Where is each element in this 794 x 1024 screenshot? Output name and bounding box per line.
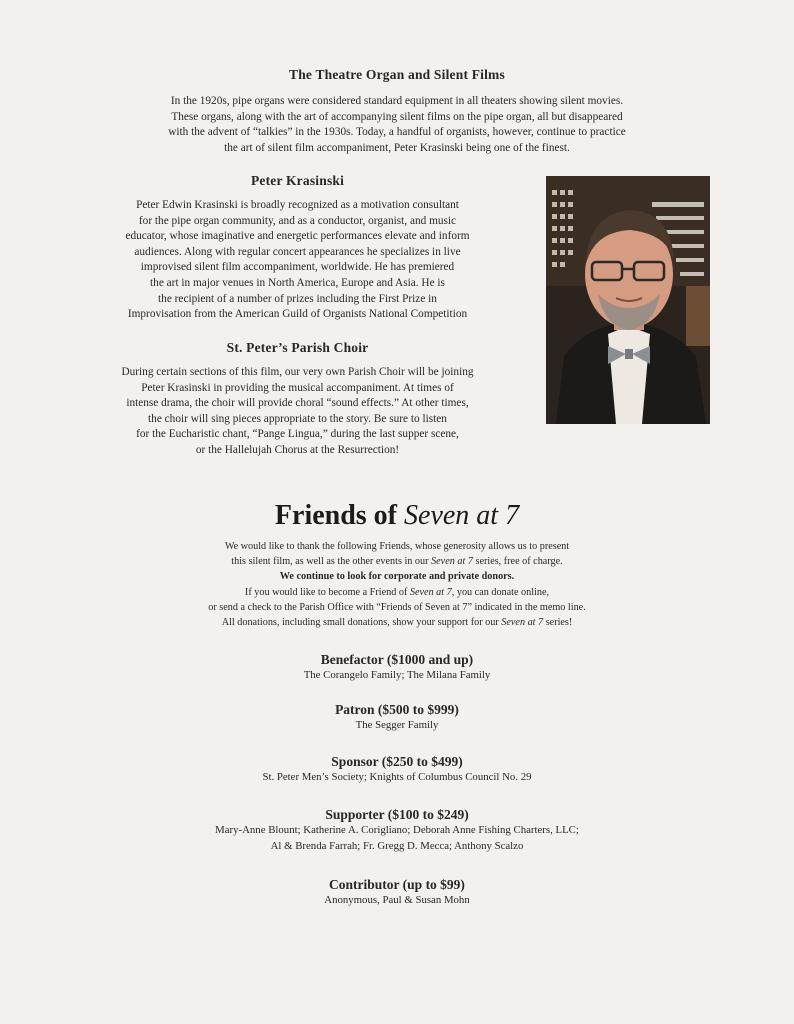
organ-line: In the 1920s, pipe organs were considered standard equipment in all theaters showing silent movies. [170,95,624,107]
choir-line: for the Eucharistic chant, “Pange Lingua,” during the last supper scene, [136,428,459,441]
choir-heading: St. Peter’s Parish Choir [226,340,369,355]
friends-title-prefix: Friends of [274,500,405,531]
choir-line: or the Hallelujah Chorus at the Resurrection! [195,443,400,456]
bio-line: Peter Edwin Krasinski is broadly recognized as a motivation consultant [136,199,459,211]
series-name: Seven at 7 [431,556,473,568]
choir-paragraph [40,365,555,459]
thanks-line [0,554,794,569]
thanks-text: All donations, including small donations, show your support for our [221,617,502,629]
thanks-line: or send a check to the Parish Office with “Friends of Seven at 7” indicated in the memo line. [208,601,586,613]
choir-line: During certain sections of this film, our very own Parish Choir will be joining [121,366,474,378]
tier-names [0,770,794,786]
bio-line: the recipient of a number of prizes including the First Prize in [158,292,437,305]
choir-line: Peter Krasinski in providing the musical accompaniment. At times of [141,381,454,394]
donor-line: The Corangelo Family; The Milana Family [303,669,491,681]
bio-line: educator, whose imaginative and energetic performances elevate and inform [125,230,470,243]
organ-line: with the advent of “talkies” in the 1930s. Today, a handful of organists, however, continue to practice [168,126,626,139]
organ-line: These organs, along with the art of accompanying silent films on the pipe organ, all but disappeared [171,110,623,123]
tier-sponsor [0,753,794,786]
thanks-text: series! [543,617,573,629]
tier-benefactor [0,651,794,684]
choir-line: the choir will sing pieces appropriate to the story. Be sure to listen [148,412,447,425]
tier-heading: Sponsor ($250 to $499) [331,754,463,769]
bio-line: audiences. Along with regular concert appearances he specializes in live [134,245,461,258]
donor-line: The Segger Family [355,719,439,731]
tier-supporter [0,806,794,854]
friends-title [0,500,794,532]
friends-thanks-paragraph [0,539,794,630]
donor-line: Al & Brenda Farrah; Fr. Gregg D. Mecca; Anthony Scalzo [270,839,524,852]
donor-line: St. Peter Men’s Society; Knights of Columbus Council No. 29 [262,771,532,783]
tier-heading: Patron ($500 to $999) [335,702,459,717]
organist-portrait-image [546,176,710,424]
bio-line: for the pipe organ community, and as a conductor, organist, and music [138,214,457,227]
organ-line: the art of silent film accompaniment, Peter Krasinski being one of the finest. [224,141,570,154]
thanks-text: , you can donate online, [451,586,550,598]
bio-line: improvised silent film accompaniment, worldwide. He has premiered [140,261,455,274]
thanks-line [0,615,794,630]
bio-line: Improvisation from the American Guild of Organists National Competition [127,308,468,321]
thanks-text: If you would like to become a Friend of [244,586,410,598]
bio-paragraph [40,198,555,323]
thanks-line-bold: We continue to look for corporate and private donors. [279,571,515,583]
tier-names [0,718,794,734]
donor-line: Anonymous, Paul & Susan Mohn [324,894,470,906]
tier-heading: Contributor (up to $99) [329,877,465,892]
organ-paragraph [0,94,794,156]
tier-heading: Supporter ($100 to $249) [325,807,469,822]
bio-heading: Peter Krasinski [250,173,345,188]
tier-contributor [0,876,794,909]
choir-line: intense drama, the choir will provide choral “sound effects.” At other times, [126,397,469,410]
thanks-text: this silent film, as well as the other events in our [231,556,432,568]
organ-heading: The Theatre Organ and Silent Films [289,67,505,82]
bio-line: the art in major venues in North America, Europe and Asia. He is [150,276,445,289]
tier-names [0,823,794,854]
tier-names [0,893,794,909]
tier-heading: Benefactor ($1000 and up) [320,652,474,667]
series-name: Seven at 7 [501,617,544,629]
tier-names [0,668,794,684]
friends-title-series: Seven at 7 [404,500,520,531]
thanks-line: We would like to thank the following Friends, whose generosity allows us to present [224,541,570,552]
donor-line: Mary-Anne Blount; Katherine A. Corigliano; Deborah Anne Fishing Charters, LLC; [215,824,579,836]
portrait-photo [546,176,710,424]
series-name: Seven at 7 [409,586,452,598]
thanks-line [0,585,794,600]
tier-patron [0,701,794,734]
thanks-text: series, free of charge. [472,556,563,568]
